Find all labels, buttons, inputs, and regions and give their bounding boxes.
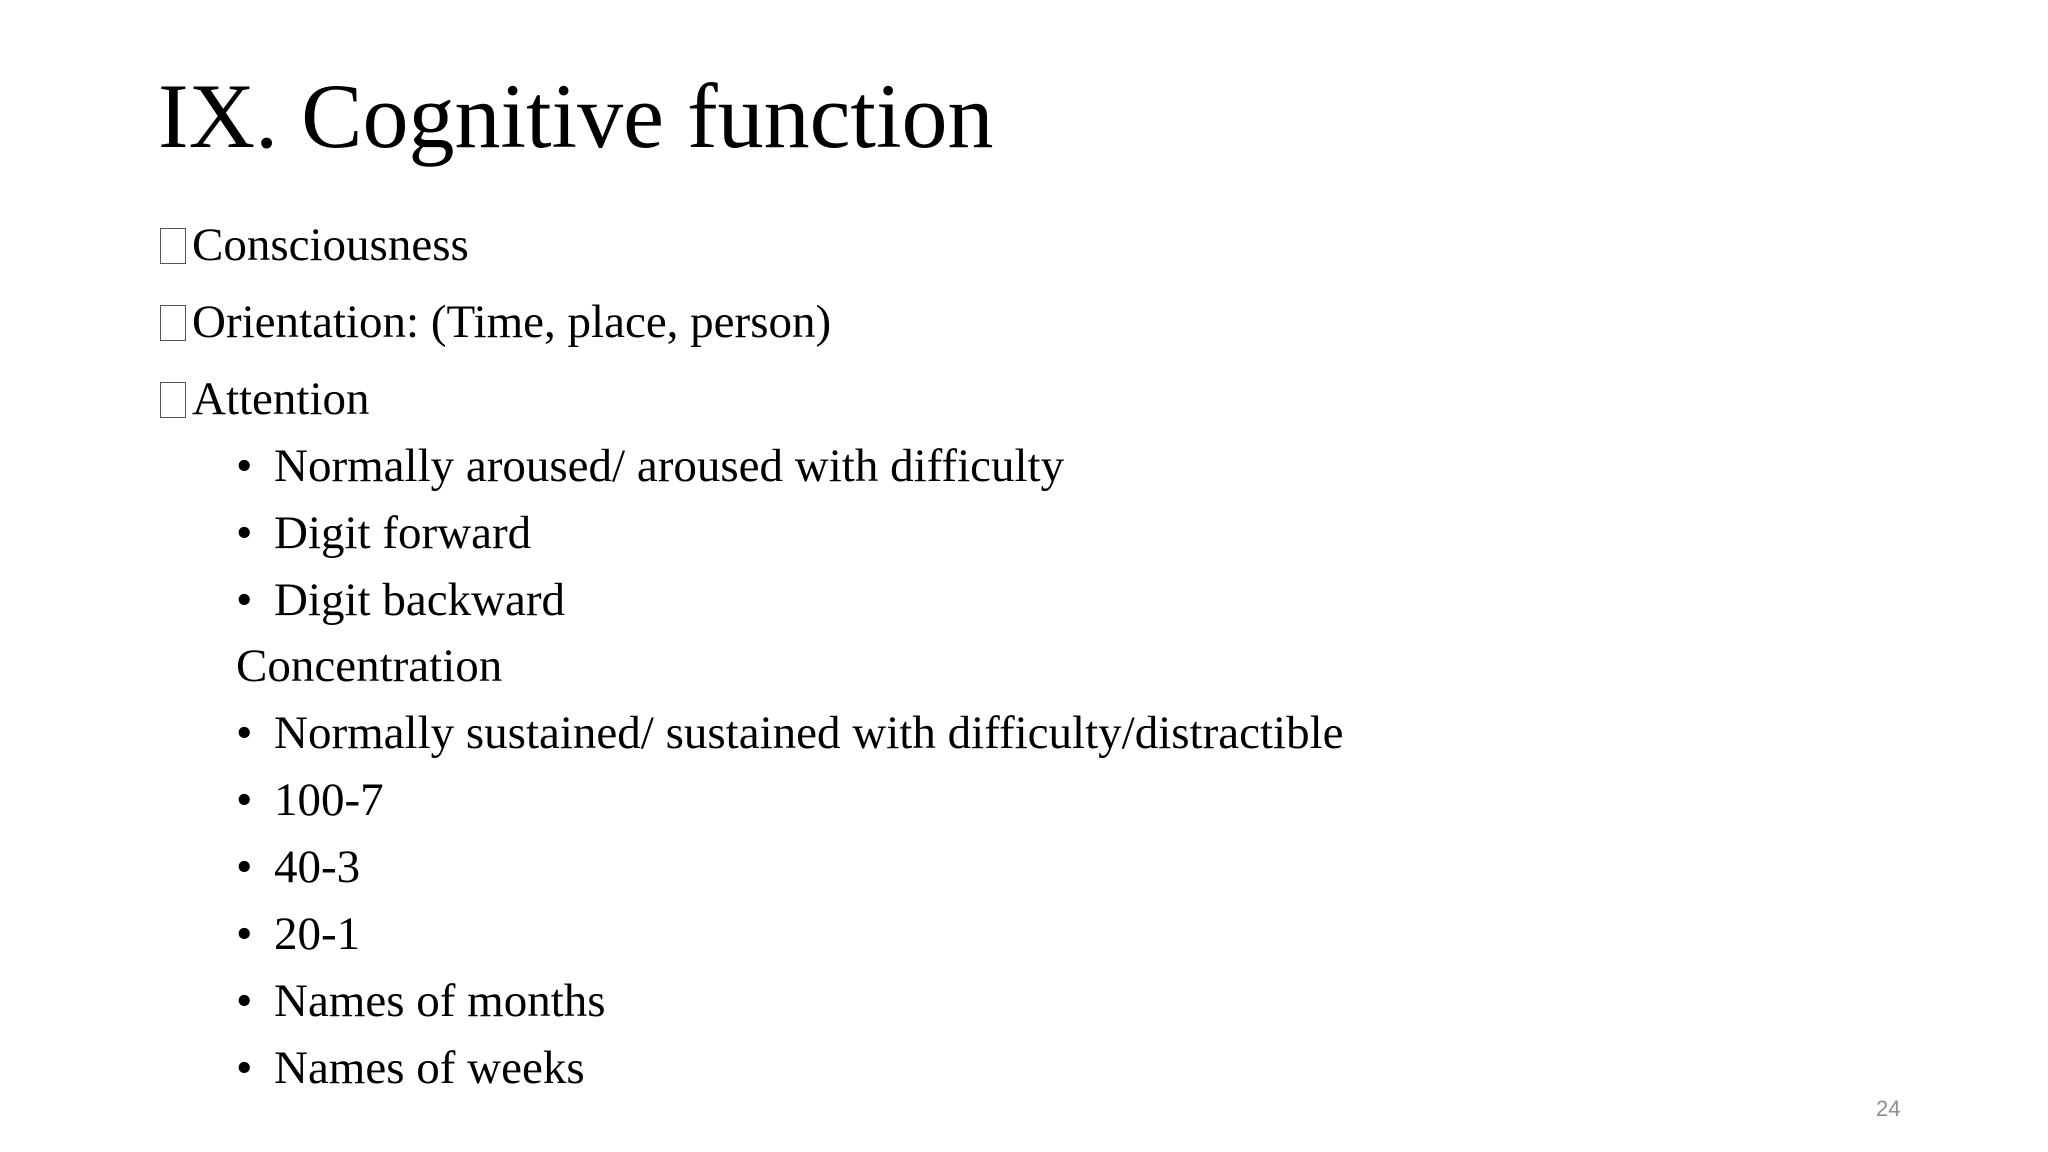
empty-box-icon — [160, 228, 186, 264]
sub-list-item — [236, 1042, 585, 1094]
sub-list-item — [236, 975, 606, 1027]
sub-list-item-label: Names of weeks — [274, 1042, 585, 1094]
sub-list-item — [236, 574, 566, 626]
bullet-icon: • — [236, 841, 253, 893]
bullet-icon: • — [236, 440, 253, 492]
sub-list-item-label: Normally sustained/ sustained with difficulty/distractible — [274, 707, 1344, 759]
bullet-icon: • — [236, 908, 253, 960]
slide-title: IX. Cognitive function — [158, 65, 994, 167]
bullet-icon: • — [236, 574, 253, 626]
list-item-label: Orientation: (Time, place, person) — [192, 296, 832, 348]
sub-list-item-label: Digit backward — [274, 574, 566, 626]
sub-list-item — [236, 440, 1065, 492]
sub-list-item-label: 20-1 — [274, 908, 361, 960]
page-number: 24 — [1876, 1096, 1901, 1121]
list-item-orientation — [160, 296, 832, 348]
empty-box-icon — [160, 382, 186, 418]
bullet-icon: • — [236, 507, 253, 559]
empty-box-icon — [160, 305, 186, 341]
sub-list-item-label: 100-7 — [274, 774, 384, 826]
sub-list-item-label: Normally aroused/ aroused with difficulty — [274, 440, 1065, 492]
sub-list-item — [236, 841, 361, 893]
list-item-label: Consciousness — [192, 219, 469, 271]
sub-list-item — [236, 707, 1344, 759]
concentration-heading: Concentration — [236, 640, 503, 692]
list-item-consciousness — [160, 219, 469, 271]
bullet-icon: • — [236, 707, 253, 759]
list-item-label: Attention — [192, 373, 370, 425]
sub-list-item-label: Names of months — [274, 975, 606, 1027]
bullet-icon: • — [236, 975, 253, 1027]
sub-list-item-label: 40-3 — [274, 841, 361, 893]
sub-list-item — [236, 774, 384, 826]
list-item-attention — [160, 373, 370, 425]
bullet-icon: • — [236, 774, 253, 826]
sub-list-item — [236, 507, 532, 559]
bullet-icon: • — [236, 1042, 253, 1094]
sub-list-item-label: Digit forward — [274, 507, 532, 559]
sub-list-item — [236, 908, 361, 960]
